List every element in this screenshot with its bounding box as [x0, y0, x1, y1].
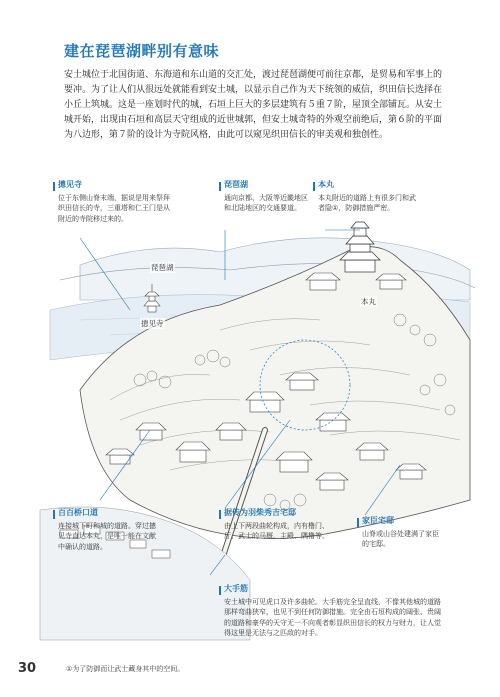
callout-title: 琵琶湖	[224, 180, 248, 189]
callout-soken-ji	[58, 180, 170, 224]
callout-honmaru	[318, 180, 418, 214]
footnote: ①为了防御而让武士藏身其中的空间。	[66, 665, 185, 673]
callout-marker	[219, 182, 221, 191]
map-label-temple: 摠见寺	[141, 319, 164, 328]
callout-marker	[53, 510, 55, 519]
callout-body: 连接城下町和城的道路。穿过摠见寺直达本丸，是唯一能在文献中确认的道路。	[58, 521, 156, 551]
callout-title: 大手筋	[224, 584, 248, 593]
map-label-lake: 琵琶湖	[151, 263, 174, 272]
page-number: 30	[18, 661, 37, 676]
callout-title: 百百桥口道	[58, 508, 98, 517]
callout-body: 通向京都、大阪等近畿地区和北陆地区的交通要道。	[224, 193, 308, 212]
castle-illustration	[20, 170, 480, 650]
callout-hyakuhashi-road	[58, 508, 158, 552]
callout-title: 家臣宅邸	[362, 516, 394, 525]
callout-marker	[357, 518, 359, 527]
callout-title: 据传为羽柴秀吉宅邸	[224, 508, 296, 517]
callout-marker	[53, 182, 55, 191]
intro-paragraph: 安土城位于北国街道、东海道和东山道的交汇处，渡过琵琶湖便可前往京都，是贸易和军事上的要冲。为了让人们从很远处就能看到安土城，以显示自己作为天下统领的威信，织田信长选择在小丘上筑城。这是一座划时代的城，石垣上巨大的多层建筑有５重７阶，屋顶全部铺瓦。从安土城开始，出现由石垣和高层天守组成的近世城郭，但安土城奇特的外观空前绝后，第６阶的平面为八边形，第７阶的设计为寺院风格，由此可以窥见织田信长的审美观和独创性。	[64, 70, 443, 140]
callout-body: 安土城中可见虎口及许多曲轮。大手筋完全呈直线，不像其他城的道路那样弯曲狭窄，也见不到任何防御措施。完全由石垣构成的阔张、贵阔的道路和豪华的天守无一不向观者彰显织田信长的权力与财力，让人觉得这里是无法与之匹敌的对手。	[224, 597, 441, 637]
callout-marker	[313, 182, 315, 191]
callout-title: 本丸	[318, 180, 334, 189]
callout-title: 摠见寺	[58, 180, 82, 189]
callout-body: 由上下两段曲轮构成，内有橹门、厅、武士的马厩、主殿、隅橹等。	[224, 521, 329, 540]
callout-marker	[219, 510, 221, 519]
callout-body: 山脊或山谷处建满了家臣的宅邸。	[362, 529, 439, 548]
callout-lake-biwa	[224, 180, 308, 214]
callout-hashiba-residence	[224, 508, 334, 542]
callout-marker	[219, 586, 221, 595]
callout-body: 本丸附近的道路上有很多门和武者隐①，防御措施严密。	[318, 193, 416, 212]
callout-otemichi	[224, 584, 442, 639]
map-label-honmaru: 本丸	[361, 297, 376, 306]
callout-retainer-residences	[362, 516, 442, 550]
page-title: 建在琵琶湖畔别有意味	[64, 42, 220, 60]
callout-body: 位于东侧山脊末端，据说是用来祭拜织田信长的寺，三重塔和仁王门是从附近的寺院移过来的。	[58, 193, 170, 223]
